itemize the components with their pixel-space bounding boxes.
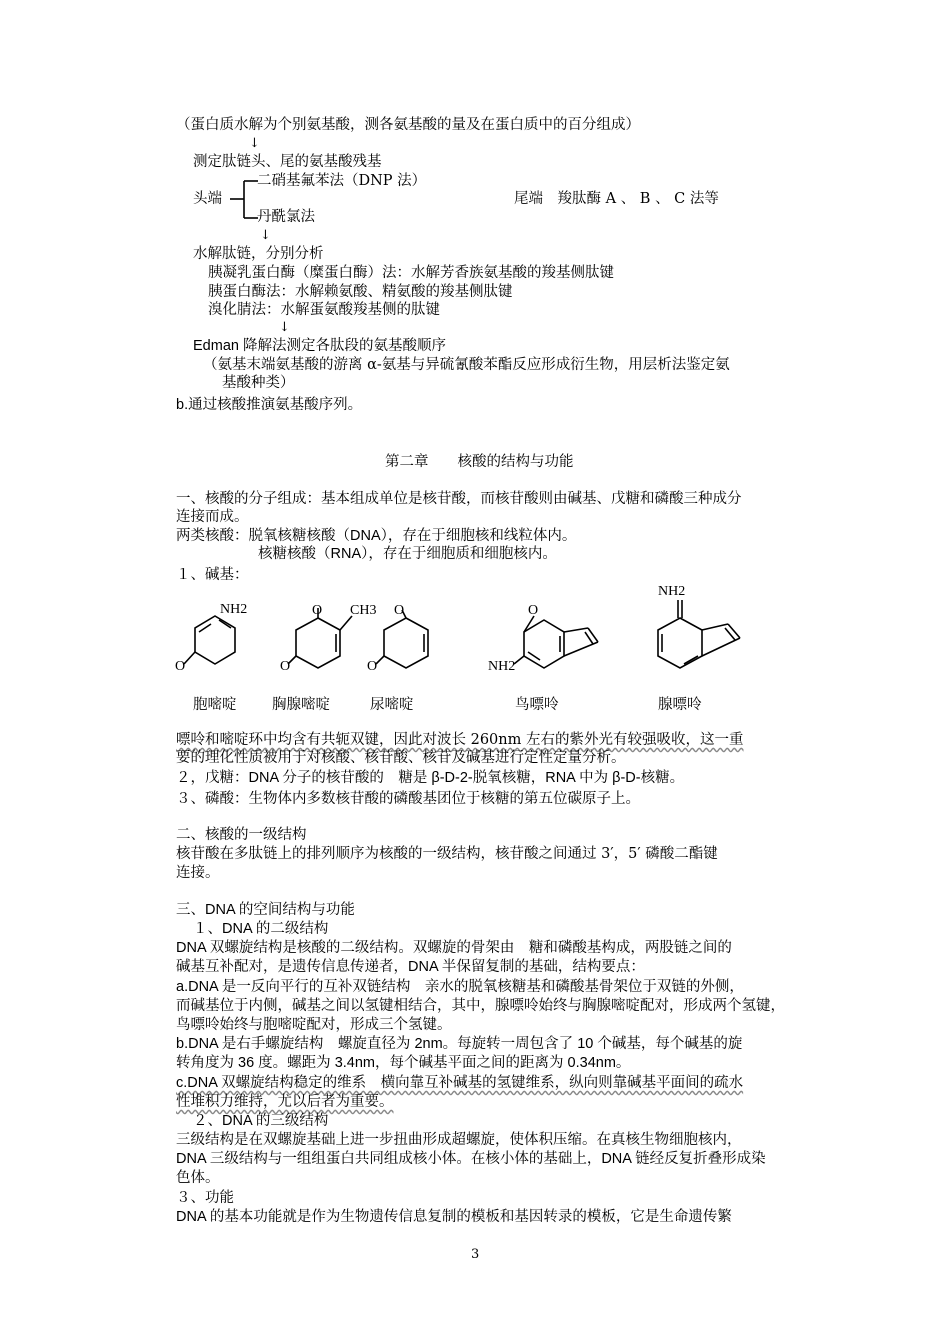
uracil-structure-icon xyxy=(362,598,452,688)
para-absorption xyxy=(176,731,743,749)
guanine-nh2: NH2 xyxy=(488,659,516,674)
caption-uracil: 尿嘧啶 xyxy=(370,697,414,713)
line-edman: Edman 降解法测定各肽段的氨基酸顺序 xyxy=(193,338,446,354)
thymine-o-bottom: O xyxy=(280,659,291,674)
uracil-o-top: O xyxy=(394,603,405,618)
cytosine-structure-icon xyxy=(168,598,258,688)
guanine-o: O xyxy=(528,603,539,618)
thymine-ch3: CH3 xyxy=(350,603,377,618)
para-double-helix-2: 碱基互补配对，是遗传信息传递者，DNA 半保留复制的基础，结构要点： xyxy=(176,959,645,975)
line-edman-detail-2: 基酸种类） xyxy=(222,375,295,391)
line-nucleic-deduce: b.通过核酸推演氨基酸序列。 xyxy=(176,397,363,413)
para-point-c-2 xyxy=(176,1093,394,1111)
para-primary-2: 连接。 xyxy=(176,865,220,881)
para-absorption-2: 要的理化性质被用于对核酸、核苷酸、核苷及碱基进行定性定量分析。 xyxy=(176,750,626,766)
guanine-structure-icon xyxy=(486,598,616,688)
arrow-down-icon: ↓ xyxy=(249,136,260,151)
para-double-helix: DNA 双螺旋结构是核酸的二级结构。双螺旋的骨架由 糖和磷酸基构成，两股链之间的 xyxy=(176,940,732,956)
arrow-down-icon: ↓ xyxy=(279,320,290,335)
line-dansyl-method: 丹酰氯法 xyxy=(257,209,315,225)
para-pentose: ２，戊糖：DNA 分子的核苷酸的 糖是 β-D-2-脱氧核糖，RNA 中为 β-D-核糖。 xyxy=(176,770,685,786)
line-chymotrypsin: 胰凝乳蛋白酶（糜蛋白酶）法：水解芳香族氨基酸的羧基侧肽键 xyxy=(208,265,614,281)
caption-thymine: 胸腺嘧啶 xyxy=(272,697,330,713)
section-dna-tertiary: ２、DNA 的三级结构 xyxy=(193,1113,329,1129)
para-point-a-3: 鸟嘌呤始终与胞嘧啶配对，形成三个氢键。 xyxy=(176,1017,452,1033)
line-trypsin: 胰蛋白酶法：水解赖氨酸、精氨酸的羧基侧肽键 xyxy=(208,284,513,300)
para-point-a: a.DNA 是一反向平行的互补双链结构 亲水的脱氧核糖基和磷酸基骨架位于双链的外侧， xyxy=(176,979,744,995)
para-two-types: 两类核酸：脱氧核糖核酸（DNA），存在于细胞核和线粒体内。 xyxy=(176,528,577,544)
para-composition-2: 连接而成。 xyxy=(176,509,249,525)
line-head-end: 头端 xyxy=(193,191,222,207)
uracil-o-bottom: O xyxy=(367,659,378,674)
para-tertiary-3: 色体。 xyxy=(176,1170,220,1186)
para-function: DNA 的基本功能就是作为生物遗传信息复制的模板和基因转录的模板，它是生命遗传繁 xyxy=(176,1209,732,1225)
arrow-down-icon: ↓ xyxy=(260,228,271,243)
chapter-title: 第二章 核酸的结构与功能 xyxy=(385,454,574,470)
line-cnbr: 溴化腈法：水解蛋氨酸羧基侧的肽键 xyxy=(208,302,440,318)
para-tertiary-2: DNA 三级结构与一组组蛋白共同组成核小体。在核小体的基础上，DNA 链经反复折叠形成染 xyxy=(176,1151,766,1167)
section-function: ３、功能 xyxy=(176,1190,234,1206)
para-point-b: b.DNA 是右手螺旋结构 螺旋直径为 2nm。每旋转一周包含了 10 个碱基，每个碱基的旋 xyxy=(176,1036,743,1052)
caption-guanine: 鸟嘌呤 xyxy=(515,697,559,713)
section-dna-secondary: １、DNA 的二级结构 xyxy=(193,921,329,937)
line-hydrolyze-chain: 水解肽链，分别分析 xyxy=(193,246,324,262)
cytosine-o: O xyxy=(175,659,186,674)
adenine-structure-icon xyxy=(640,580,770,690)
section-primary-structure: 二、核酸的一级结构 xyxy=(176,827,307,843)
para-point-c-2-text: 性堆积力维持，尤以后者为重要。 xyxy=(176,1094,394,1110)
para-bases-heading: １、碱基： xyxy=(176,567,249,583)
para-tertiary: 三级结构是在双螺旋基础上进一步扭曲形成超螺旋，使体积压缩。在真核生物细胞核内， xyxy=(176,1132,742,1148)
para-phosphate: ３、磷酸：生物体内多数核苷酸的磷酸基团位于核糖的第五位碳原子上。 xyxy=(176,791,640,807)
section-dna-spatial: 三、DNA 的空间结构与功能 xyxy=(176,902,355,918)
caption-cytosine: 胞嘧啶 xyxy=(193,697,237,713)
para-point-c xyxy=(176,1074,743,1092)
line-protein-hydrolysis: （蛋白质水解为个别氨基酸，测各氨基酸的量及在蛋白质中的百分组成） xyxy=(176,117,640,133)
para-primary: 核苷酸在多肽链上的排列顺序为核酸的一级结构，核苷酸之间通过 3′，5′ 磷酸二酯键 xyxy=(176,846,718,862)
para-composition: 一、核酸的分子组成：基本组成单位是核苷酸，而核苷酸则由碱基、戊糖和磷酸三种成分 xyxy=(176,491,742,507)
caption-adenine: 腺嘌呤 xyxy=(658,697,702,713)
line-tail-end: 尾端 羧肽酶 A 、 B 、 C 法等 xyxy=(514,191,719,207)
para-rna: 核糖核酸（RNA），存在于细胞质和细胞核内。 xyxy=(258,546,557,562)
cytosine-nh2: NH2 xyxy=(220,602,248,617)
line-dnp-method: 二硝基氟苯法（DNP 法） xyxy=(257,173,427,189)
para-absorption-text: 嘌呤和嘧啶环中均含有共轭双键，因此对波长 260nm 左右的紫外光有较强吸收，这一重 xyxy=(176,732,744,748)
page-number: 3 xyxy=(471,1247,480,1262)
line-edman-detail: （氨基末端氨基酸的游离 α-氨基与异硫氰酸苯酯反应形成衍生物，用层析法鉴定氨 xyxy=(203,357,730,373)
para-point-a-2: 而碱基位于内侧，碱基之间以氢键相结合，其中，腺嘌呤始终与胸腺嘧啶配对，形成两个氢键， xyxy=(176,998,785,1014)
thymine-o-top: O xyxy=(312,603,323,618)
para-point-c-text: c.DNA 双螺旋结构稳定的维系 横向靠互补碱基的氢键维系，纵向则靠碱基平面间的疏水 xyxy=(176,1075,744,1091)
para-point-b-2: 转角度为 36 度。螺距为 3.4nm，每个碱基平面之间的距离为 0.34nm。 xyxy=(176,1055,631,1071)
adenine-nh2: NH2 xyxy=(658,584,686,599)
line-terminal-residues: 测定肽链头、尾的氨基酸残基 xyxy=(193,154,382,170)
